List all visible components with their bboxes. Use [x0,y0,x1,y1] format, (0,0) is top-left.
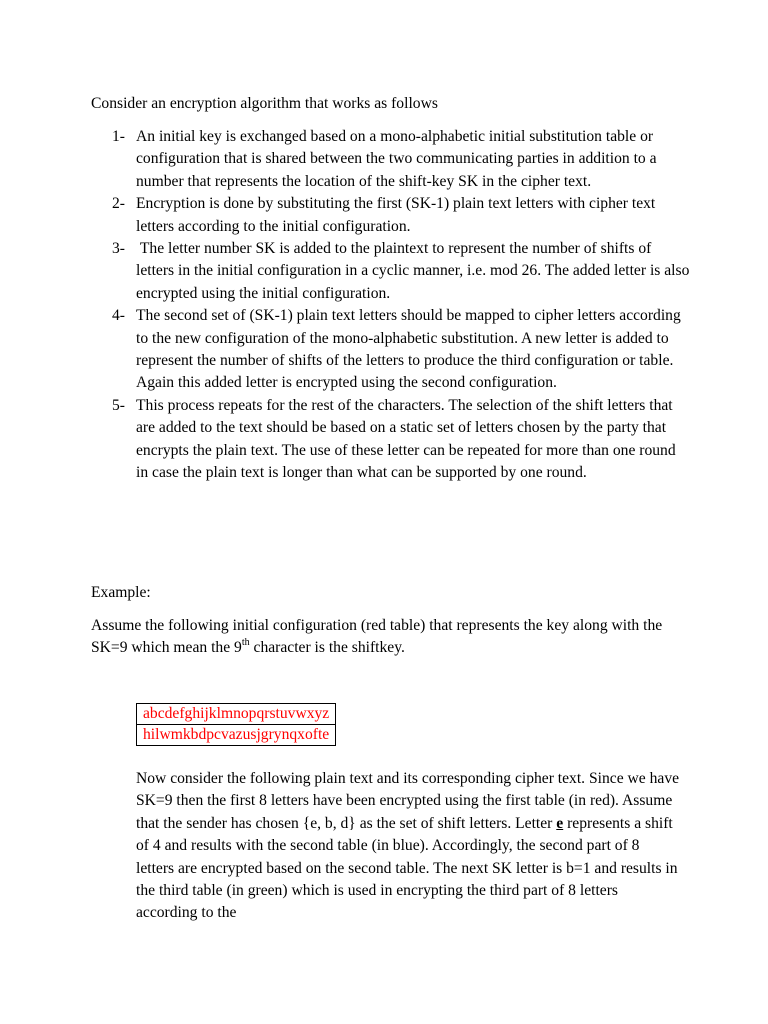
explanation-text-end: represents a shift of 4 and results with the second table (in blue). Accordingly, the second part of 8 letters are encrypted based on the second table. The next SK letter is b=1 and results in the third table (in green) which is used in encrypting the third part of 8 letters according to the [136,814,678,922]
assume-text-end: character is the shiftkey. [249,639,405,657]
assume-paragraph [91,615,691,660]
step-text: The letter number SK is added to the plaintext to represent the number of shifts of letters in the initial configuration in a cyclic manner, i.e. mod 26. The added letter is also encrypted using the initial configuration. [136,240,694,302]
list-item [91,238,694,305]
step-text: The second set of (SK-1) plain text letters should be mapped to cipher letters according to the new configuration of the mono-alphabetic substitution. A new letter is added to represent the number of shifts of the letters to produce the third configuration or table. Again this added letter is encrypted using the second configuration. [136,307,681,392]
algorithm-steps-list [91,126,694,485]
list-item [91,193,691,238]
step-number: 5- [112,396,125,414]
step-number: 3- [112,240,125,258]
step-number: 1- [112,128,125,145]
step-number: 2- [112,195,125,213]
step-number: 4- [112,307,125,325]
assume-text-start: Assume the following initial configuration (red table) that represents the key along with the SK=9 which mean the 9 [91,617,663,657]
step-text: An initial key is exchanged based on a mono-alphabetic initial substitution table or configuration that is shared between the two communicating parties in addition to a number that represents the location of the shift-key SK in the cipher text. [136,128,657,190]
list-item [91,126,691,193]
step-text: This process repeats for the rest of the characters. The selection of the shift letters that are added to the text should be based on a static set of letters chosen by the party that encrypts the plain text. The use of these letter can be repeated for more than one round in case the plain text is longer than what can be supported by one round. [136,396,676,482]
explanation-paragraph [136,768,681,925]
list-item [91,395,691,485]
step-text: Encryption is done by substituting the first (SK-1) plain text letters with cipher text letters according to the initial configuration. [136,195,656,235]
table-row [137,725,336,746]
explanation-text-start: Now consider the following plain text and its corresponding cipher text. Since we have SK=9 then the first 8 letters have been encrypted using the first table (in red). Assume that the sender has chosen {e, b, d} as the set of shift letters. Letter [136,770,680,832]
cipher-alphabet-cell: hilwmkbdpcvazusjgrynqxofte [137,725,336,746]
ordinal-superscript: th [241,637,250,649]
table-row [137,704,336,725]
shift-letter-emphasis: e [556,814,564,832]
example-heading: Example: [91,584,151,601]
intro-paragraph: Consider an encryption algorithm that works as follows [91,95,438,112]
initial-configuration-table [136,703,336,746]
plain-alphabet-cell: abcdefghijklmnopqrstuvwxyz [137,704,336,725]
list-item [91,305,691,395]
